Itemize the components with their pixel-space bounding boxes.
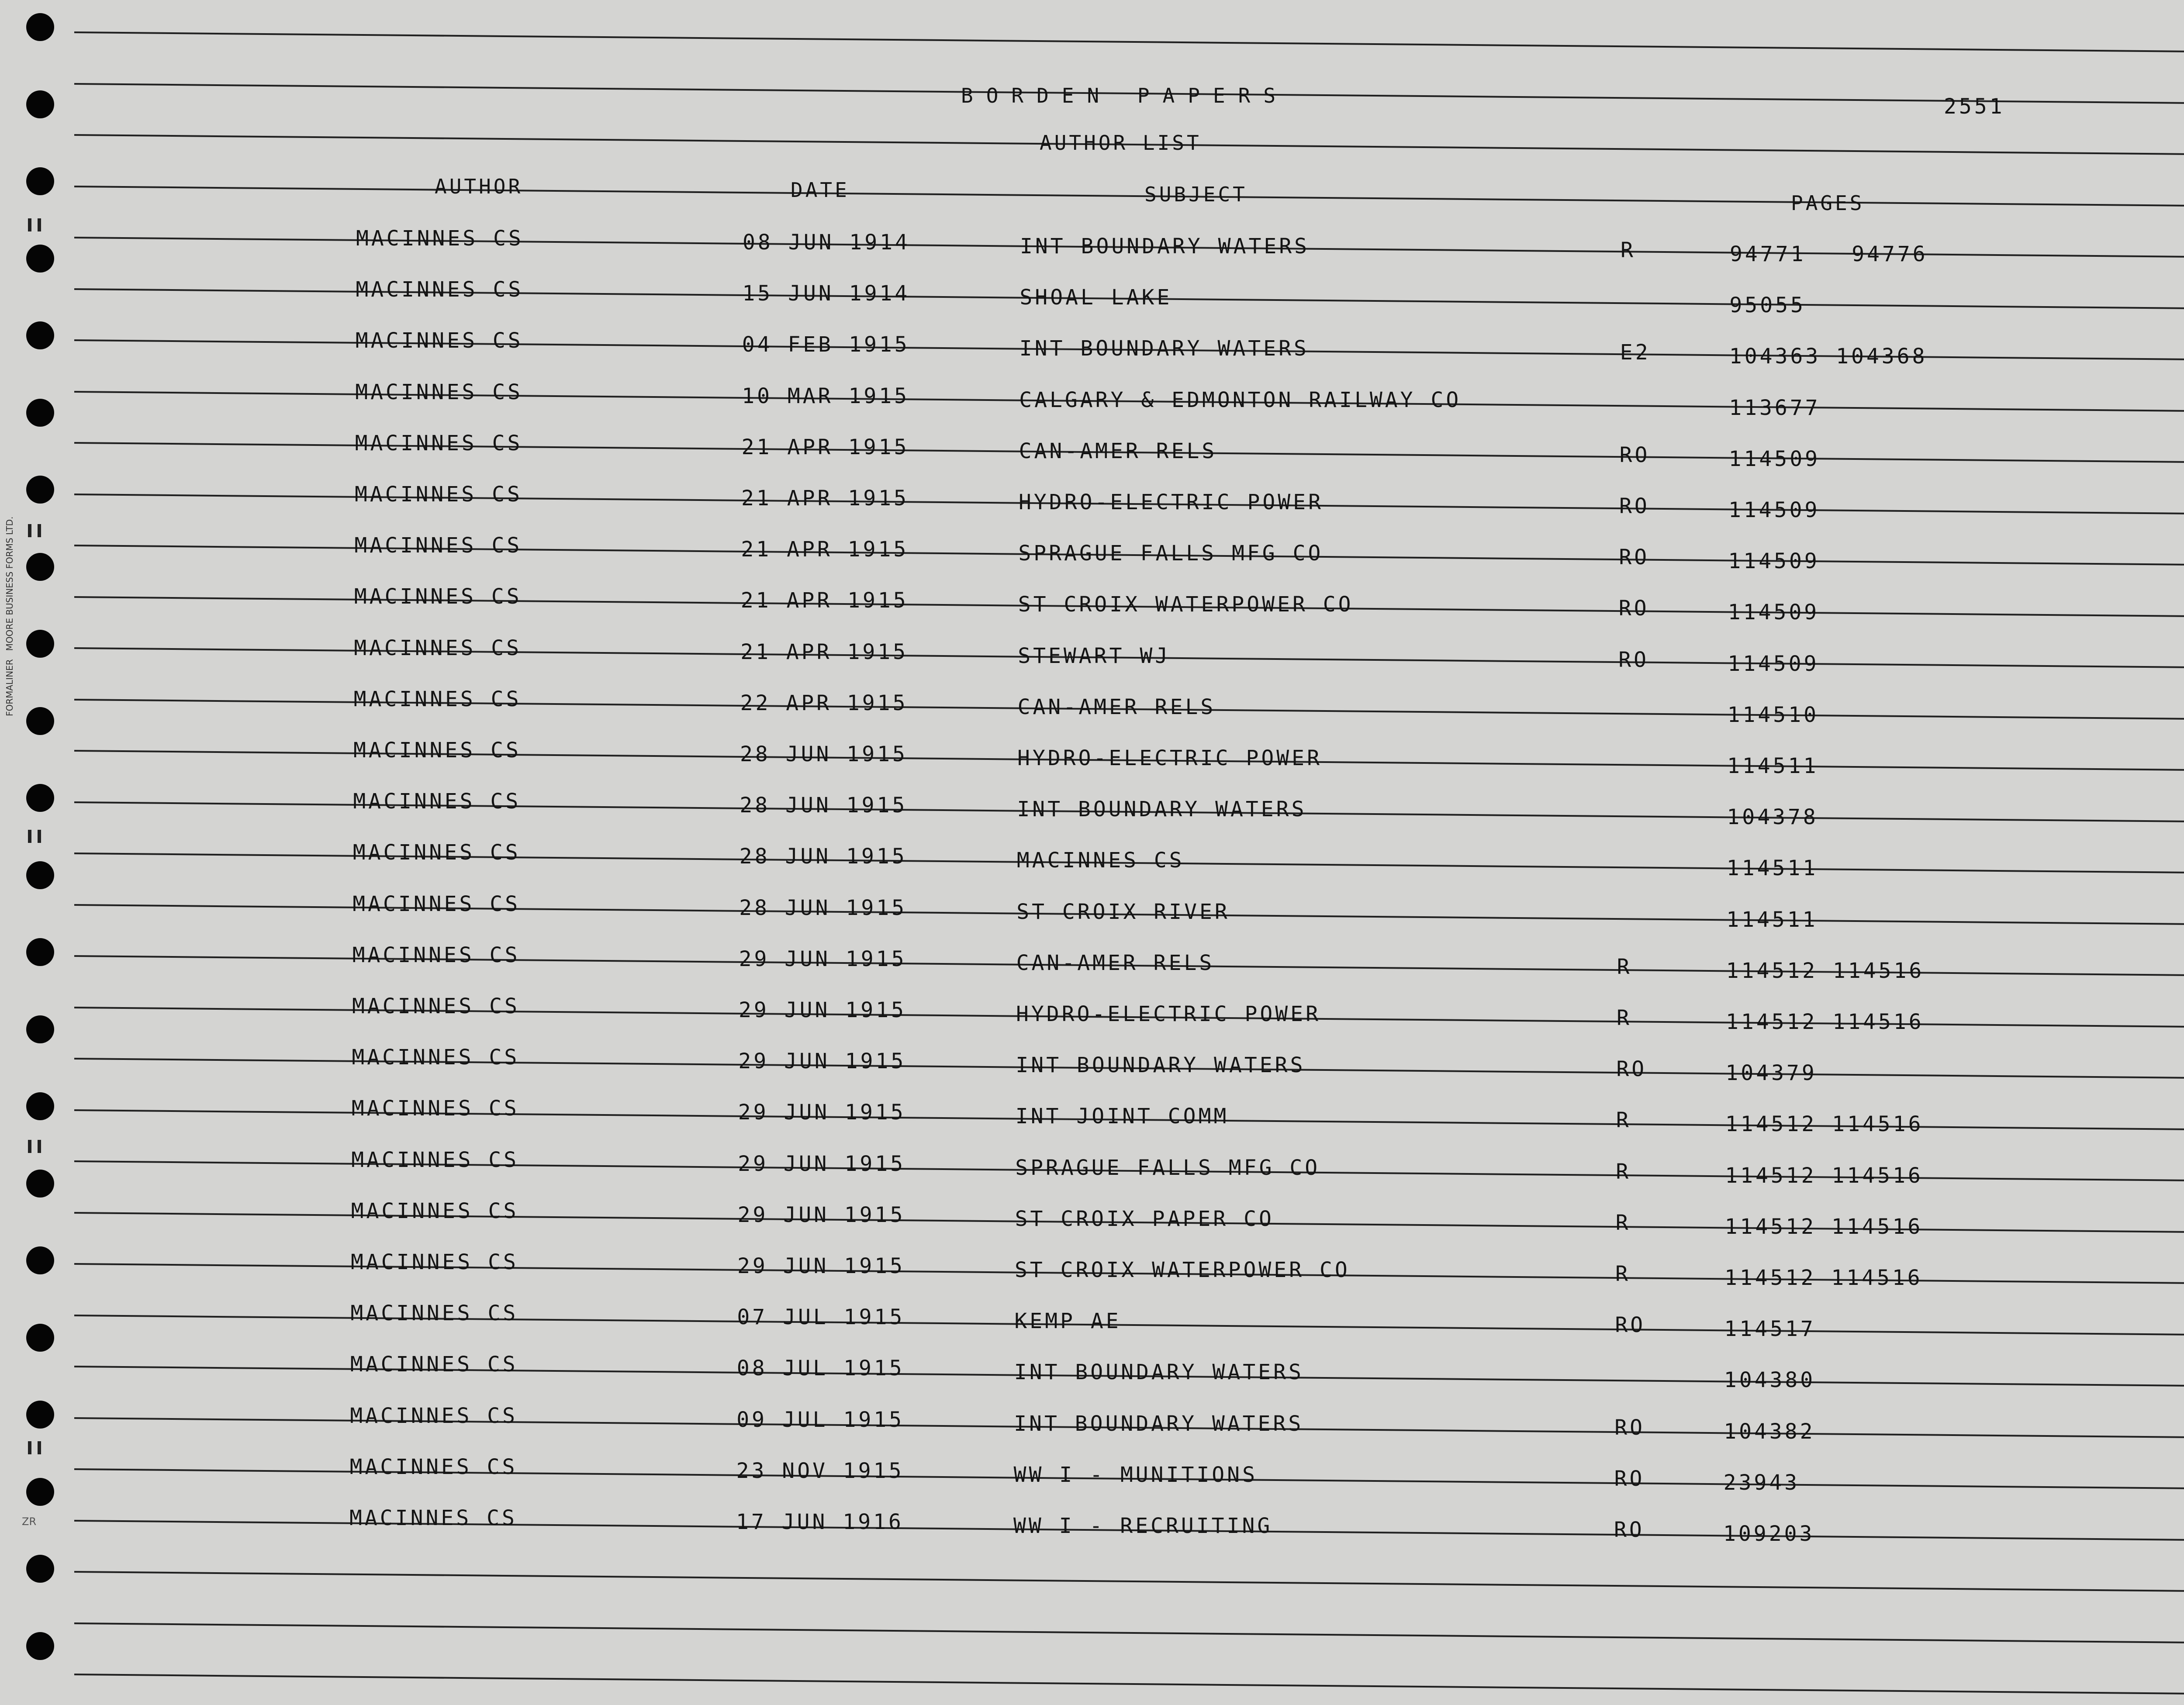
feed-hole xyxy=(26,1324,54,1352)
feed-hole xyxy=(26,630,54,658)
cell-pages: 104378 xyxy=(1727,805,1818,830)
cell-pages: 104380 xyxy=(1724,1368,1816,1393)
cell-pages: 114509 xyxy=(1728,600,1820,625)
cell-pages: 114510 xyxy=(1727,702,1819,727)
column-header-date: DATE xyxy=(791,178,850,202)
cell-subject: ST CROIX RIVER xyxy=(1016,899,1230,924)
margin-imprint: FORMALINER MOORE BUSINESS FORMS LTD. xyxy=(4,516,15,716)
cell-subject: WW I - RECRUITING xyxy=(1013,1514,1273,1538)
feed-hole xyxy=(26,245,54,273)
cell-pages: 109203 xyxy=(1723,1522,1815,1546)
cell-date: 04 FEB 1915 xyxy=(742,332,910,357)
perforation-tick xyxy=(38,218,41,231)
cell-code: R xyxy=(1621,238,1636,262)
perforation-tick xyxy=(28,830,31,843)
cell-code: R xyxy=(1617,954,1632,979)
ruled-line xyxy=(74,31,2184,53)
cell-author: MACINNES CS xyxy=(351,1198,519,1223)
feed-hole xyxy=(26,167,54,195)
cell-date: 22 APR 1915 xyxy=(740,690,908,715)
cell-pages: 114512 114516 xyxy=(1725,1112,1924,1137)
cell-date: 17 JUN 1916 xyxy=(736,1510,904,1534)
cell-author: MACINNES CS xyxy=(356,277,524,302)
cell-date: 28 JUN 1915 xyxy=(740,793,908,818)
feed-hole xyxy=(26,476,54,504)
document-subtitle: AUTHOR LIST xyxy=(1040,131,1202,155)
cell-author: MACINNES CS xyxy=(354,584,522,609)
cell-author: MACINNES CS xyxy=(355,482,522,507)
cell-date: 21 APR 1915 xyxy=(741,435,909,459)
perforation-tick xyxy=(38,524,41,537)
cell-pages: 114517 xyxy=(1724,1317,1816,1342)
cell-subject: INT BOUNDARY WATERS xyxy=(1014,1411,1304,1436)
cell-pages: 114512 114516 xyxy=(1726,1010,1924,1034)
cell-author: MACINNES CS xyxy=(349,1506,517,1530)
cell-date: 07 JUL 1915 xyxy=(737,1305,905,1330)
cell-author: MACINNES CS xyxy=(354,635,522,660)
cell-subject: HYDRO-ELECTRIC POWER xyxy=(1017,746,1322,770)
cell-author: MACINNES CS xyxy=(352,994,520,1018)
cell-author: MACINNES CS xyxy=(352,942,520,967)
cell-code: RO xyxy=(1619,442,1650,467)
cell-code: RO xyxy=(1616,1057,1647,1082)
cell-author: MACINNES CS xyxy=(351,1096,519,1121)
cell-subject: CAN-AMER RELS xyxy=(1016,950,1215,975)
feed-hole xyxy=(26,13,54,41)
cell-date: 08 JUL 1915 xyxy=(736,1356,905,1381)
cell-date: 29 JUN 1915 xyxy=(737,1254,905,1278)
cell-pages: 94771 94776 xyxy=(1730,242,1928,266)
cell-pages: 114512 114516 xyxy=(1726,958,1925,983)
cell-subject: WW I - MUNITIONS xyxy=(1013,1462,1258,1487)
cell-author: MACINNES CS xyxy=(351,1147,519,1172)
cell-pages: 114509 xyxy=(1728,446,1820,471)
cell-subject: INT BOUNDARY WATERS xyxy=(1016,1053,1306,1078)
cell-subject: ST CROIX WATERPOWER CO xyxy=(1018,592,1354,617)
cell-pages: 104379 xyxy=(1725,1061,1817,1086)
cell-date: 28 JUN 1915 xyxy=(739,895,907,920)
cell-date: 09 JUL 1915 xyxy=(736,1407,905,1432)
cell-pages: 114511 xyxy=(1726,856,1818,881)
cell-date: 29 JUN 1915 xyxy=(739,998,906,1022)
cell-subject: INT BOUNDARY WATERS xyxy=(1020,234,1310,259)
cell-code: R xyxy=(1617,1006,1632,1030)
feed-hole xyxy=(26,553,54,581)
cell-code: RO xyxy=(1619,494,1650,518)
cell-date: 15 JUN 1914 xyxy=(742,281,910,306)
page-number: 2551 xyxy=(1944,94,2005,119)
cell-pages: 114509 xyxy=(1728,549,1820,574)
feed-hole xyxy=(26,1478,54,1506)
cell-code: RO xyxy=(1615,1313,1646,1338)
cell-date: 21 APR 1915 xyxy=(740,639,909,664)
cell-code: RO xyxy=(1618,596,1649,621)
cell-author: MACINNES CS xyxy=(353,738,521,763)
cell-subject: INT BOUNDARY WATERS xyxy=(1019,336,1309,361)
feed-hole xyxy=(26,1555,54,1583)
cell-code: R xyxy=(1616,1108,1631,1133)
cell-code: RO xyxy=(1614,1415,1645,1440)
perforation-tick xyxy=(28,1140,31,1153)
cell-author: MACINNES CS xyxy=(355,328,523,353)
cell-date: 23 NOV 1915 xyxy=(736,1458,904,1483)
cell-subject: SPRAGUE FALLS MFG CO xyxy=(1015,1155,1320,1180)
cell-pages: 114512 114516 xyxy=(1725,1163,1923,1188)
cell-author: MACINNES CS xyxy=(350,1403,518,1428)
corner-mark: ZR xyxy=(22,1515,37,1528)
feed-hole xyxy=(26,1401,54,1429)
cell-author: MACINNES CS xyxy=(353,687,522,711)
feed-hole xyxy=(26,707,54,735)
cell-subject: CALGARY & EDMONTON RAILWAY CO xyxy=(1019,387,1462,412)
cell-author: MACINNES CS xyxy=(352,891,521,916)
cell-author: MACINNES CS xyxy=(354,533,522,558)
ruled-line xyxy=(74,1674,2184,1695)
cell-pages: 114509 xyxy=(1728,498,1820,522)
feed-hole xyxy=(26,938,54,966)
cell-author: MACINNES CS xyxy=(350,1301,518,1326)
feed-hole xyxy=(26,399,54,427)
cell-code: R xyxy=(1615,1262,1631,1286)
cell-code: R xyxy=(1615,1210,1631,1235)
perforation-tick xyxy=(28,1441,31,1454)
cell-pages: 114512 114516 xyxy=(1724,1266,1923,1290)
cell-subject: KEMP AE xyxy=(1014,1309,1121,1334)
perforation-tick xyxy=(38,830,41,843)
cell-date: 29 JUN 1915 xyxy=(738,1100,906,1125)
cell-subject: ST CROIX PAPER CO xyxy=(1015,1206,1274,1231)
ruled-line xyxy=(74,183,2184,207)
cell-pages: 113677 xyxy=(1729,395,1821,420)
cell-author: MACINNES CS xyxy=(349,1454,518,1479)
cell-author: MACINNES CS xyxy=(355,380,523,404)
cell-pages: 104363 104368 xyxy=(1729,344,1928,369)
cell-author: MACINNES CS xyxy=(353,789,521,814)
cell-subject: INT BOUNDARY WATERS xyxy=(1017,797,1307,822)
feed-hole xyxy=(26,861,54,889)
cell-author: MACINNES CS xyxy=(350,1352,518,1377)
cell-pages: 114511 xyxy=(1727,754,1819,778)
cell-code: RO xyxy=(1619,545,1650,570)
perforation-tick xyxy=(38,1441,41,1454)
cell-subject: INT JOINT COMM xyxy=(1015,1104,1229,1129)
feed-hole xyxy=(26,1246,54,1274)
cell-subject: ST CROIX WATERPOWER CO xyxy=(1015,1258,1350,1282)
cell-date: 21 APR 1915 xyxy=(741,537,909,562)
perforation-tick xyxy=(28,524,31,537)
cell-date: 29 JUN 1915 xyxy=(739,946,907,971)
cell-subject: HYDRO-ELECTRIC POWER xyxy=(1019,490,1324,514)
cell-pages: 95055 xyxy=(1729,293,1806,318)
cell-date: 29 JUN 1915 xyxy=(737,1202,905,1227)
cell-date: 29 JUN 1915 xyxy=(738,1049,906,1074)
cell-code: RO xyxy=(1614,1466,1645,1491)
cell-code: RO xyxy=(1614,1518,1645,1542)
cell-subject: SPRAGUE FALLS MFG CO xyxy=(1018,541,1324,566)
feed-hole xyxy=(26,1092,54,1120)
feed-hole xyxy=(26,784,54,812)
cell-pages: 23943 xyxy=(1723,1470,1800,1495)
cell-date: 21 APR 1915 xyxy=(741,486,909,511)
cell-author: MACINNES CS xyxy=(352,1045,520,1070)
cell-subject: CAN-AMER RELS xyxy=(1017,694,1216,719)
cell-author: MACINNES CS xyxy=(352,840,521,865)
column-header-subject: SUBJECT xyxy=(1144,183,1248,206)
cell-date: 21 APR 1915 xyxy=(740,588,909,613)
cell-date: 28 JUN 1915 xyxy=(740,742,908,766)
cell-code: R xyxy=(1616,1159,1631,1184)
cell-subject: CAN-AMER RELS xyxy=(1019,438,1217,463)
cell-date: 10 MAR 1915 xyxy=(742,383,910,408)
feed-hole xyxy=(26,1170,54,1198)
cell-date: 08 JUN 1914 xyxy=(743,230,910,255)
cell-subject: STEWART WJ xyxy=(1018,643,1171,668)
feed-hole xyxy=(26,321,54,349)
perforation-tick xyxy=(38,1140,41,1153)
feed-hole xyxy=(26,1632,54,1660)
cell-code: E2 xyxy=(1620,340,1651,365)
cell-pages: 114509 xyxy=(1728,651,1819,676)
perforation-tick xyxy=(28,218,31,231)
document-title: BORDEN PAPERS xyxy=(961,84,1289,107)
ruled-line xyxy=(74,1571,2184,1592)
cell-pages: 114512 114516 xyxy=(1724,1214,1923,1239)
cell-author: MACINNES CS xyxy=(351,1250,518,1274)
cell-code: RO xyxy=(1618,647,1649,672)
column-header-author: AUTHOR xyxy=(435,175,523,198)
ruled-line xyxy=(74,1622,2184,1644)
cell-subject: HYDRO-ELECTRIC POWER xyxy=(1016,1002,1321,1026)
cell-subject: MACINNES CS xyxy=(1016,848,1185,873)
cell-author: MACINNES CS xyxy=(356,226,524,251)
feed-hole xyxy=(26,1015,54,1043)
cell-date: 29 JUN 1915 xyxy=(738,1151,906,1176)
cell-date: 28 JUN 1915 xyxy=(739,844,907,869)
feed-hole xyxy=(26,90,54,118)
cell-pages: 104382 xyxy=(1724,1419,1815,1444)
cell-pages: 114511 xyxy=(1726,907,1818,932)
cell-author: MACINNES CS xyxy=(355,431,523,456)
cell-subject: INT BOUNDARY WATERS xyxy=(1014,1360,1304,1385)
column-header-pages: PAGES xyxy=(1791,191,1865,215)
cell-subject: SHOAL LAKE xyxy=(1019,285,1172,310)
